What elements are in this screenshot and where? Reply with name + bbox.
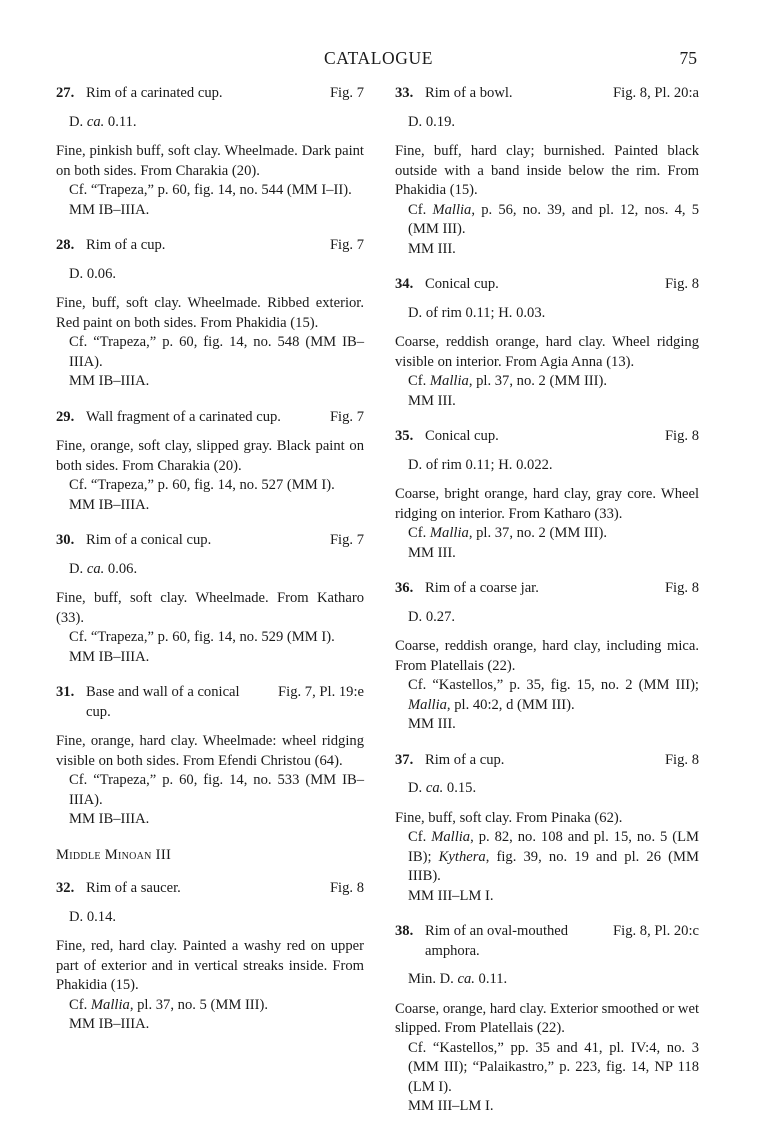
entry-number: 27. bbox=[56, 85, 75, 101]
description: Fine, buff, soft clay. From Pinaka (62). bbox=[395, 809, 623, 826]
figure-reference: Fig. 8, Pl. 20:a bbox=[613, 85, 699, 101]
comparanda: Cf. Mallia, pl. 37, no. 2 (MM III). bbox=[408, 525, 608, 541]
comparanda: Cf. Mallia, pl. 37, no. 5 (MM III). bbox=[69, 996, 269, 1013]
dimensions: D. of rim 0.11; H. 0.022. bbox=[408, 456, 553, 473]
catalogue-entry-32 bbox=[56, 879, 364, 1035]
figure-reference: Fig. 8 bbox=[664, 751, 699, 768]
entry-number: 30. bbox=[56, 532, 75, 548]
dimensions: D. ca. 0.06. bbox=[69, 560, 138, 577]
entry-title: Rim of a carinated cup. bbox=[86, 85, 223, 101]
catalogue-entry-36 bbox=[395, 579, 699, 735]
figure-reference: Fig. 7 bbox=[329, 408, 364, 425]
running-head bbox=[0, 44, 757, 74]
description: Fine, pinkish buff, soft clay. Wheelmade. Dark paint on both sides. From Charakia (20). bbox=[56, 143, 364, 179]
date-range: MM IB–IIIA. bbox=[69, 648, 150, 665]
entry-heading bbox=[56, 531, 364, 551]
description: Fine, red, hard clay. Painted a washy red on upper part of exterior and in vertical streaks inside. From Phakidia (15). bbox=[56, 938, 364, 993]
entry-title: Rim of a coarse jar. bbox=[425, 580, 539, 596]
entry-heading bbox=[56, 683, 364, 722]
entry-number: 31. bbox=[56, 684, 75, 700]
dimensions: Min. D. ca. 0.11. bbox=[408, 971, 508, 987]
figure-reference: Fig. 7 bbox=[329, 85, 364, 101]
catalogue-entry-31 bbox=[56, 683, 364, 830]
dimensions: D. ca. 0.11. bbox=[69, 113, 137, 130]
entry-heading bbox=[56, 879, 364, 899]
description: Fine, orange, soft clay, slipped gray. Black paint on both sides. From Charakia (20). bbox=[56, 438, 364, 474]
entry-title: Base and wall of a conical cup. bbox=[86, 684, 240, 720]
figure-reference: Fig. 8 bbox=[664, 276, 699, 292]
entry-title: Rim of a bowl. bbox=[425, 85, 513, 101]
entry-number: 29. bbox=[56, 408, 75, 425]
catalogue-entry-30 bbox=[56, 531, 364, 667]
description: Coarse, bright orange, hard clay, gray core. Wheel ridging on interior. From Katharo (33). bbox=[395, 486, 699, 522]
figure-reference: Fig. 7, Pl. 19:e bbox=[278, 684, 364, 700]
dimensions: D. 0.19. bbox=[408, 113, 456, 130]
entry-number: 36. bbox=[395, 580, 414, 596]
catalogue-entry-28 bbox=[56, 236, 364, 392]
entry-heading bbox=[395, 427, 699, 447]
date-range: MM III. bbox=[408, 392, 456, 409]
dimensions: D. 0.14. bbox=[69, 908, 117, 925]
date-range: MM IB–IIIA. bbox=[69, 1016, 150, 1032]
entry-title: Rim of a conical cup. bbox=[86, 532, 212, 548]
figure-reference: Fig. 8 bbox=[664, 428, 699, 444]
comparanda: Cf. “Kastellos,” p. 35, fig. 15, no. 2 (MM III); Mallia, pl. 40:2, d (MM III). bbox=[408, 677, 699, 713]
comparanda: Cf. “Trapeza,” p. 60, fig. 14, no. 544 (MM I–II). bbox=[69, 182, 352, 198]
entry-number: 28. bbox=[56, 237, 75, 253]
entry-title: Rim of a cup. bbox=[425, 751, 505, 768]
comparanda: Cf. “Trapeza,” p. 60, fig. 14, no. 548 (MM IB–IIIA). bbox=[69, 334, 364, 370]
entry-title: Conical cup. bbox=[425, 428, 499, 444]
catalogue-entry-37 bbox=[395, 751, 699, 907]
catalogue-entry-27 bbox=[56, 84, 364, 220]
entry-heading bbox=[395, 579, 699, 599]
date-range: MM IB–IIIA. bbox=[69, 496, 150, 513]
entry-heading bbox=[395, 275, 699, 295]
catalogue-entry-33 bbox=[395, 84, 699, 259]
figure-reference: Fig. 8 bbox=[329, 880, 364, 896]
description: Coarse, reddish orange, hard clay, including mica. From Platellais (22). bbox=[395, 638, 699, 674]
entry-heading bbox=[56, 408, 364, 428]
dimensions: D. 0.27. bbox=[408, 608, 456, 625]
entry-title: Rim of an oval-mouthed amphora. bbox=[425, 923, 569, 959]
entry-title: Rim of a saucer. bbox=[86, 880, 181, 896]
figure-reference: Fig. 7 bbox=[329, 237, 364, 253]
figure-reference: Fig. 7 bbox=[329, 532, 364, 548]
right-column bbox=[395, 84, 699, 1133]
comparanda: Cf. “Trapeza,” p. 60, fig. 14, no. 529 (MM I). bbox=[69, 629, 335, 645]
entry-heading bbox=[56, 236, 364, 256]
date-range: MM III. bbox=[408, 240, 456, 257]
comparanda: Cf. Mallia, p. 82, no. 108 and pl. 15, no. 5 (LM IB); Kythera, fig. 39, no. 19 and pl. 26 (MM IIIB). bbox=[408, 829, 700, 884]
catalogue-entry-34 bbox=[395, 275, 699, 411]
date-range: MM IB–IIIA. bbox=[69, 373, 150, 389]
left-column bbox=[56, 84, 364, 1051]
dimensions: D. 0.06. bbox=[69, 265, 117, 282]
dimensions: D. of rim 0.11; H. 0.03. bbox=[408, 304, 546, 321]
description: Fine, orange, hard clay. Wheelmade: wheel ridging visible on both sides. From Efendi Christou (64). bbox=[56, 733, 364, 769]
entry-number: 35. bbox=[395, 428, 414, 444]
date-range: MM III–LM I. bbox=[408, 887, 494, 904]
entry-heading bbox=[395, 751, 699, 771]
description: Coarse, orange, hard clay. Exterior smoothed or wet slipped. From Platellais (22). bbox=[395, 1000, 699, 1036]
figure-reference: Fig. 8, Pl. 20:c bbox=[613, 923, 699, 939]
description: Coarse, reddish orange, hard clay. Wheel ridging visible on interior. From Agia Anna (13). bbox=[395, 334, 699, 370]
entry-number: 34. bbox=[395, 276, 414, 292]
page-number: 75 bbox=[679, 48, 697, 68]
description: Fine, buff, soft clay. Wheelmade. From Katharo (33). bbox=[56, 590, 364, 626]
date-range: MM IB–IIIA. bbox=[69, 201, 150, 218]
comparanda: Cf. Mallia, pl. 37, no. 2 (MM III). bbox=[408, 373, 608, 389]
comparanda: Cf. “Kastellos,” pp. 35 and 41, pl. IV:4, no. 3 (MM III); “Palaikastro,” p. 223, fig. 14, NP 118 (LM I). bbox=[408, 1039, 699, 1095]
entry-title: Wall fragment of a carinated cup. bbox=[86, 408, 281, 425]
entry-heading bbox=[395, 922, 699, 961]
description: Fine, buff, soft clay. Wheelmade. Ribbed exterior. Red paint on both sides. From Phakidia (15). bbox=[56, 295, 364, 331]
entry-number: 38. bbox=[395, 923, 414, 939]
entry-title: Conical cup. bbox=[425, 276, 499, 292]
entry-number: 37. bbox=[395, 751, 414, 768]
entry-number: 32. bbox=[56, 880, 75, 896]
section-heading: Middle Minoan III bbox=[56, 846, 172, 863]
entry-title: Rim of a cup. bbox=[86, 237, 166, 253]
page-title: CATALOGUE bbox=[324, 48, 433, 68]
date-range: MM III. bbox=[408, 716, 456, 732]
catalogue-entry-35 bbox=[395, 427, 699, 563]
catalogue-entry-29 bbox=[56, 408, 364, 516]
entry-heading bbox=[56, 84, 364, 104]
comparanda: Cf. Mallia, p. 56, no. 39, and pl. 12, nos. 4, 5 (MM III). bbox=[408, 201, 699, 237]
date-range: MM III. bbox=[408, 544, 456, 561]
date-range: MM IB–IIIA. bbox=[69, 811, 150, 827]
entry-heading bbox=[395, 84, 699, 104]
figure-reference: Fig. 8 bbox=[664, 580, 699, 596]
description: Fine, buff, hard clay; burnished. Painted black outside with a band inside below the rim. From Phakidia (15). bbox=[395, 143, 699, 198]
catalogue-entry-38 bbox=[395, 922, 699, 1117]
comparanda: Cf. “Trapeza,” p. 60, fig. 14, no. 527 (MM I). bbox=[69, 477, 335, 493]
dimensions: D. ca. 0.15. bbox=[408, 780, 477, 796]
comparanda: Cf. “Trapeza,” p. 60, fig. 14, no. 533 (MM IB–IIIA). bbox=[69, 772, 364, 808]
date-range: MM III–LM I. bbox=[408, 1098, 494, 1114]
entry-number: 33. bbox=[395, 85, 414, 101]
